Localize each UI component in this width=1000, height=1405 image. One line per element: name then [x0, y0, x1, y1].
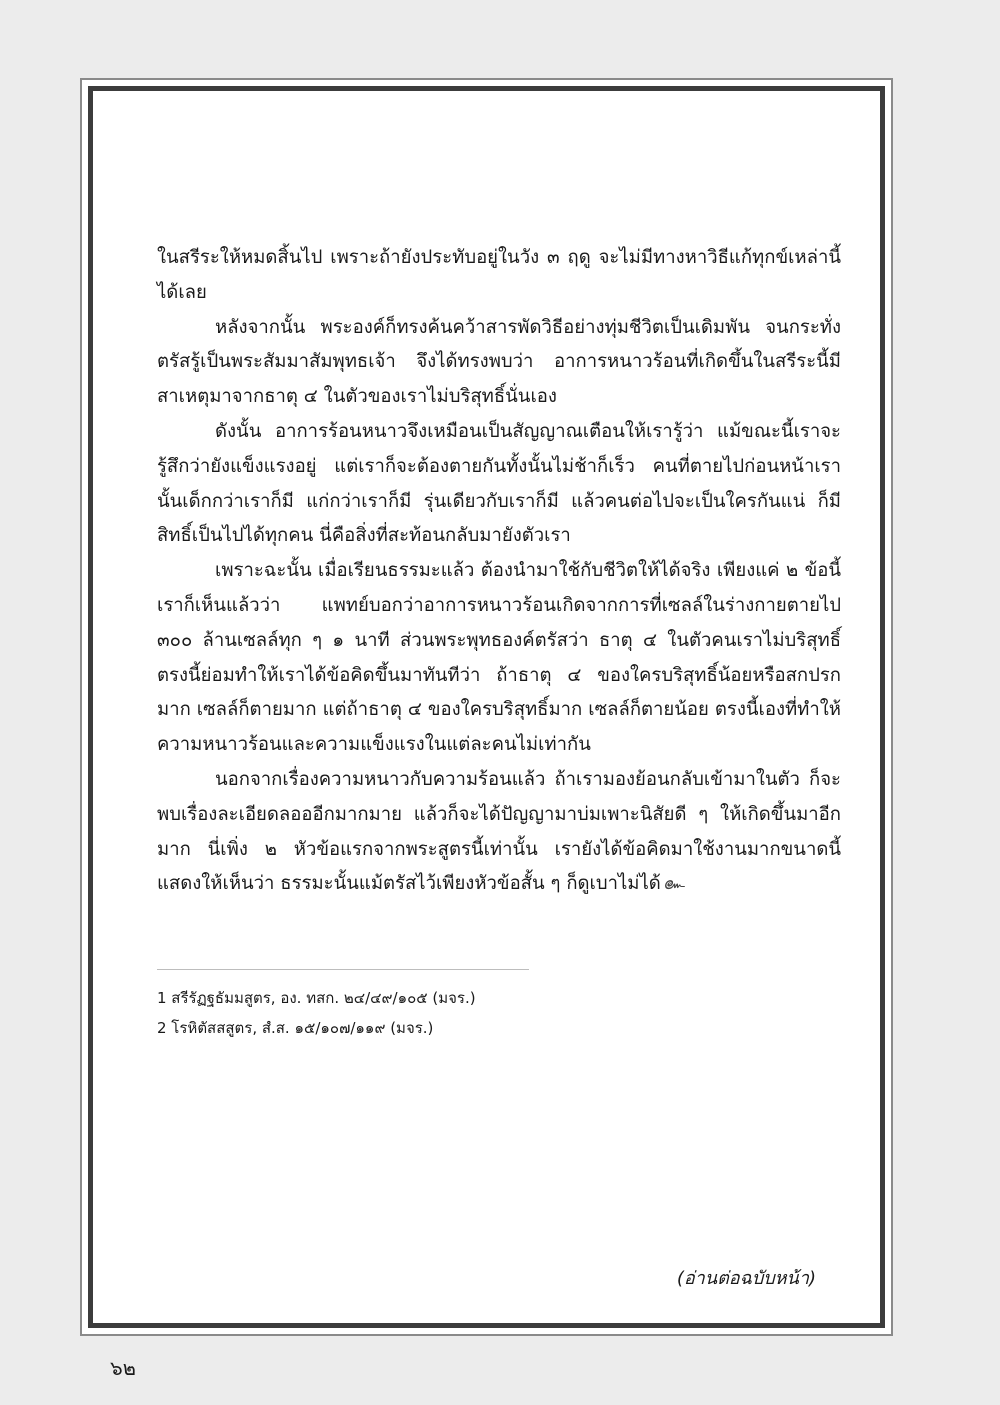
body-text: [157, 241, 841, 902]
paragraph: เพราะฉะนั้น เมื่อเรียนธรรมะแล้ว ต้องนำมาใช้กับชีวิตให้ได้จริง เพียงแค่ ๒ ข้อนี้ เราก็เห็นแล้วว่า แพทย์บอกว่าอาการหนาวร้อนเกิดจากการที่เซลล์ในร่างกายตายไป ๓๐๐ ล้านเซลล์ทุก ๆ ๑ นาที ส่วนพระพุทธองค์ตรัสว่า ธาตุ ๔ ในตัวคนเราไม่บริสุทธิ์ ตรงนี้ย่อมทำให้เราได้ข้อคิดขึ้นมาทันทีว่า ถ้าธาตุ ๔ ของใครบริสุทธิ์น้อยหรือสกปรกมาก เซลล์ก็ตายมาก แต่ถ้าธาตุ ๔ ของใครบริสุทธิ์มาก เซลล์ก็ตายน้อย ตรงนี้เองที่ทำให้ความหนาวร้อนและความแข็งแรงในแต่ละคนไม่เท่ากัน: [157, 560, 841, 756]
continue-next-issue-label: (อ่านต่อฉบับหน้า): [676, 1268, 816, 1289]
paragraph: ดังนั้น อาการร้อนหนาวจึงเหมือนเป็นสัญญาณเตือนให้เรารู้ว่า แม้ขณะนี้เราจะรู้สึกว่ายังแข็งแรงอยู่ แต่เราก็จะต้องตายกันทั้งนั้นไม่ช้าก็เร็ว คนที่ตายไปก่อนหน้าเรานั้นเด็กกว่าเราก็มี แก่กว่าเราก็มี รุ่นเดียวกับเราก็มี แล้วคนต่อไปจะเป็นใครกันแน่ ก็มีสิทธิ์เป็นไปได้ทุกคน นี่คือสิ่งที่สะท้อนกลับมายังตัวเรา: [157, 420, 841, 547]
page-inner-frame: [88, 86, 885, 1328]
footnote-2: 2 โรหิตัสสสูตร, สํ.ส. ๑๕/๑๐๗/๑๑๙ (มจร.): [157, 1019, 434, 1037]
footnotes: [157, 983, 757, 1043]
paragraph-last: [157, 763, 841, 902]
page-frame: [80, 78, 893, 1336]
end-mark-icon: ๛: [662, 873, 685, 895]
paragraph: หลังจากนั้น พระองค์ก็ทรงค้นคว้าสารพัดวิธีอย่างทุ่มชีวิตเป็นเดิมพัน จนกระทั่งตรัสรู้เป็นพระสัมมาสัมพุทธเจ้า จึงได้ทรงพบว่า อาการหนาวร้อนที่เกิดขึ้นในสรีระนี้มีสาเหตุมาจากธาตุ ๔ ในตัวของเราไม่บริสุทธิ์นั่นเอง: [157, 316, 841, 408]
footnote-1: 1 สรีรัฏฐธัมมสูตร, อง. ทสก. ๒๔/๔๙/๑๐๕ (มจร.): [157, 989, 476, 1007]
paragraph: ในสรีระให้หมดสิ้นไป เพราะถ้ายังประทับอยู่ในวัง ๓ ฤดู จะไม่มีทางหาวิธีแก้ทุกข์เหล่านี้ได้เลย: [157, 247, 841, 303]
page-number: ๖๒: [110, 1356, 136, 1380]
paragraph-text: นอกจากเรื่องความหนาวกับความร้อนแล้ว ถ้าเรามองย้อนกลับเข้ามาในตัว ก็จะพบเรื่องละเอียดลอออีกมากมาย แล้วก็จะได้ปัญญามาบ่มเพาะนิสัยดี ๆ ให้เกิดขึ้นมาอีกมาก นี่เพิ่ง ๒ หัวข้อแรกจากพระสูตรนี้เท่านั้น เรายังได้ข้อคิดมาใช้งานมากขนาดนี้ แสดงให้เห็นว่า ธรรมะนั้นแม้ตรัสไว้เพียงหัวข้อสั้น ๆ ก็ดูเบาไม่ได้: [157, 768, 841, 895]
footnote-divider: [157, 969, 529, 970]
